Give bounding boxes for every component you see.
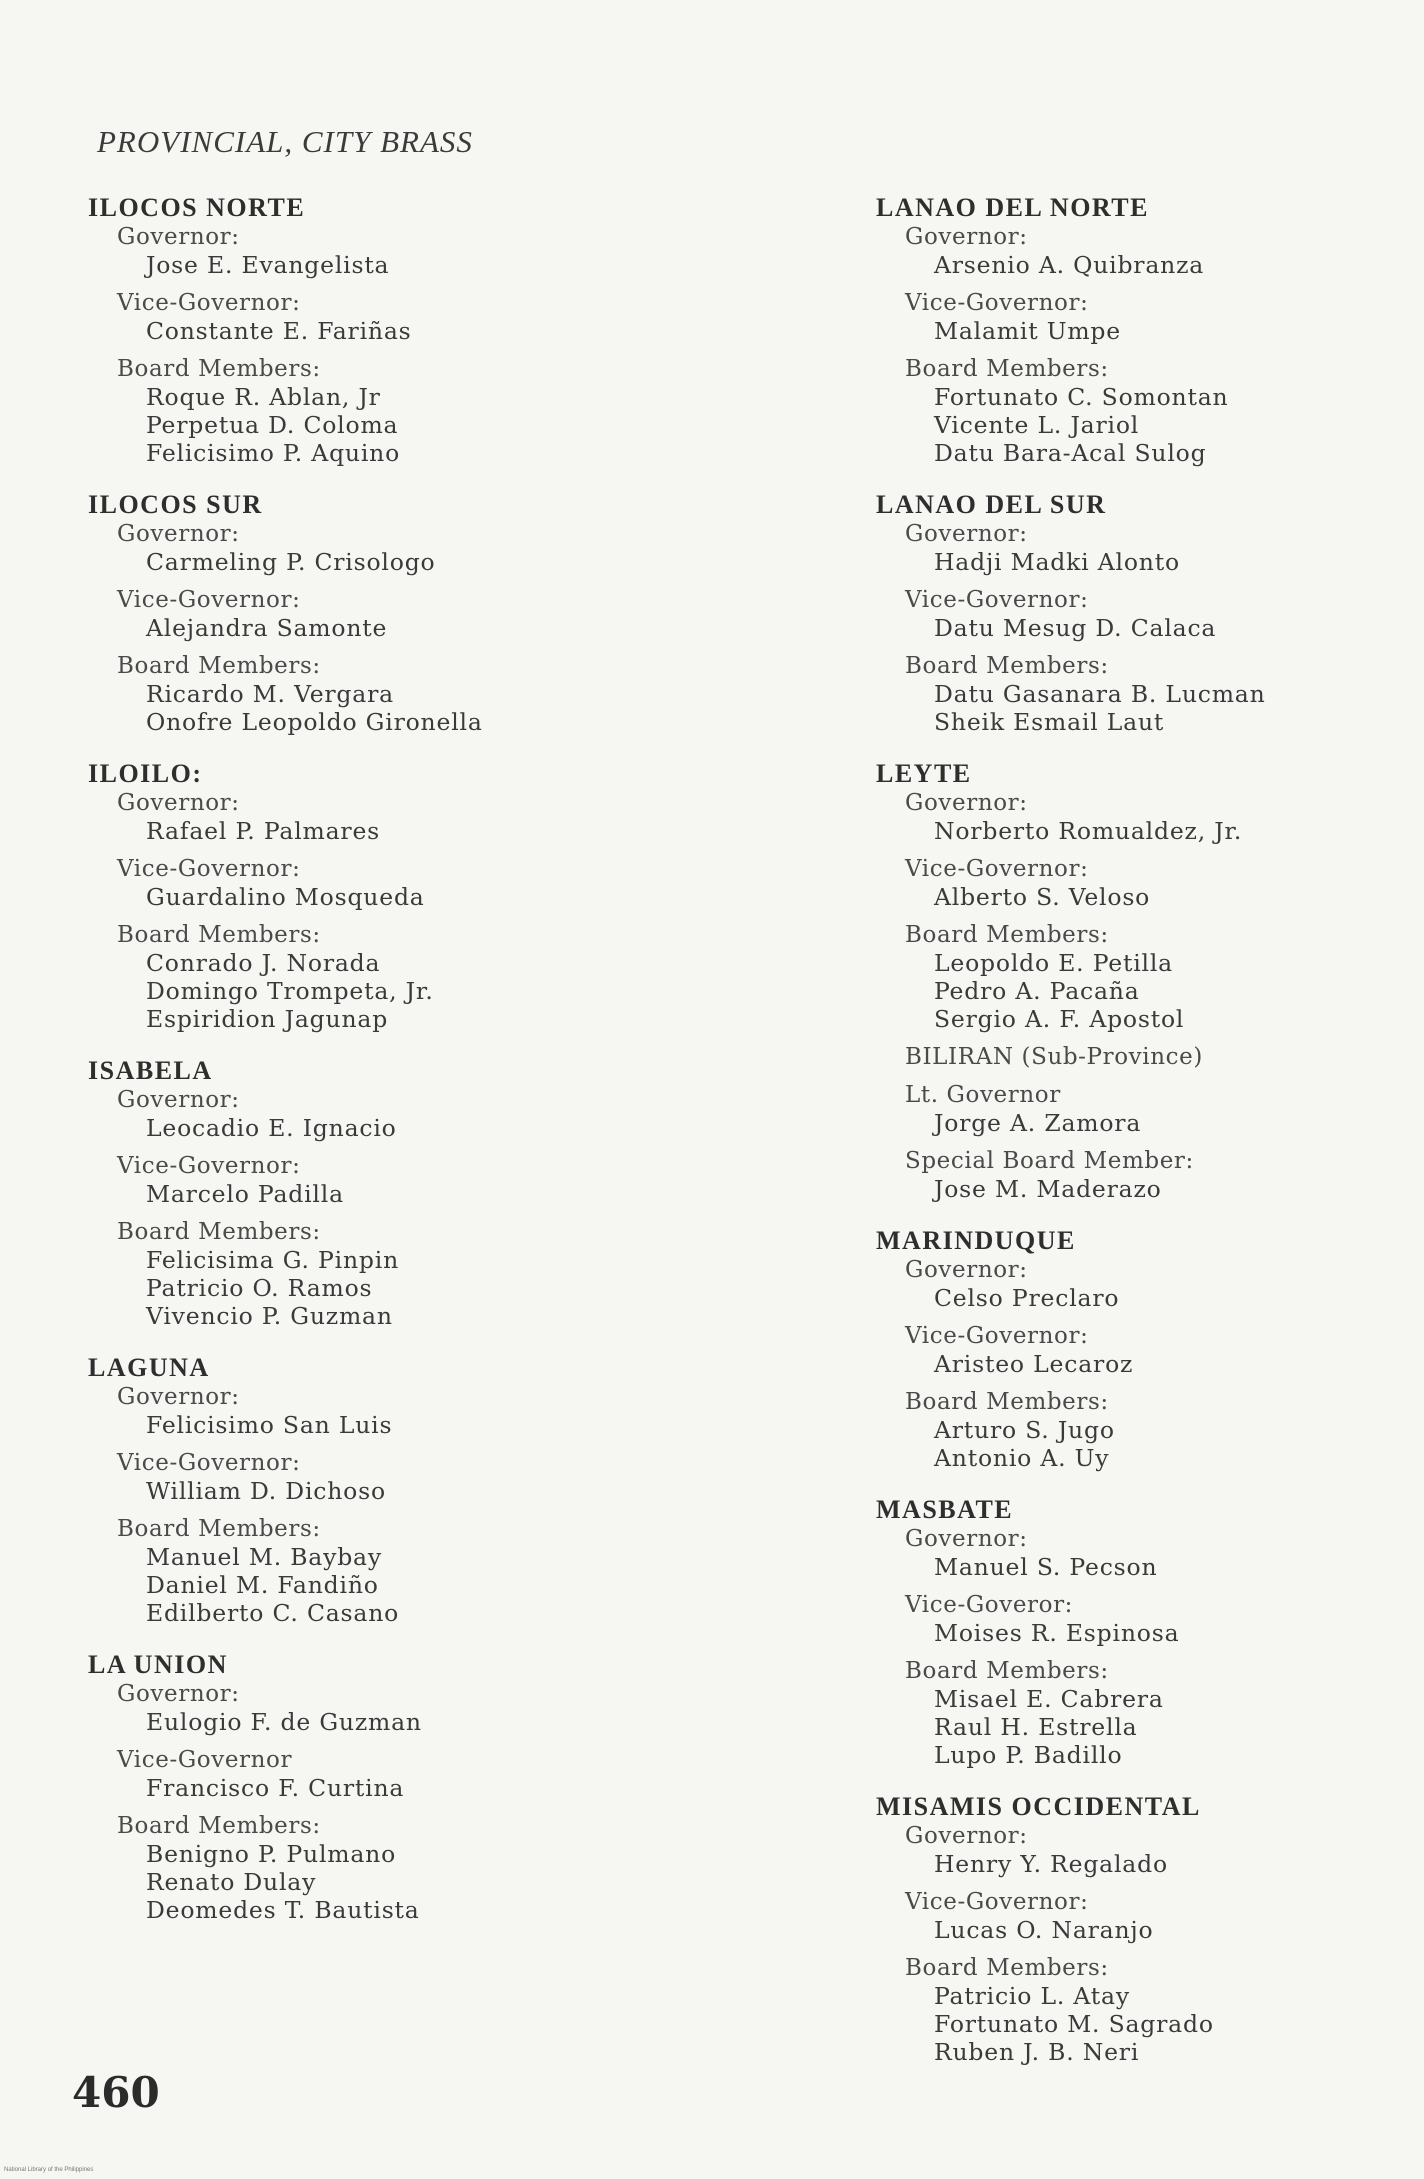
official-name: Malamit Umpe: [934, 317, 1121, 345]
office-block: [905, 289, 1424, 345]
office-label: Vice-Governor:: [117, 1450, 301, 1476]
official-name: Espiridion Jagunap: [146, 1005, 389, 1033]
office-block: [905, 1081, 1424, 1137]
office-block: [905, 1657, 1424, 1769]
office-label: Board Members:: [117, 356, 321, 382]
province-name: ILOCOS NORTE: [88, 193, 306, 222]
office-block: [905, 1525, 1424, 1581]
official-name: Aristeo Lecaroz: [934, 1350, 1134, 1378]
office-block: [905, 1888, 1424, 1944]
official-name: Jose M. Maderazo: [934, 1175, 1162, 1203]
official-name: Jose E. Evangelista: [146, 251, 390, 279]
official-name: Benigno P. Pulmano: [146, 1840, 397, 1868]
official-name: Rafael P. Palmares: [146, 817, 381, 845]
province-section: [88, 1055, 688, 1330]
left-column: [88, 192, 688, 1946]
office-label: Vice-Governor: [117, 1747, 293, 1773]
official-name: Pedro A. Pacaña: [934, 977, 1140, 1005]
office-label: Board Members:: [117, 922, 321, 948]
official-name: Francisco F. Curtina: [146, 1774, 405, 1802]
office-label: Special Board Member:: [905, 1148, 1194, 1174]
office-label: Vice-Governor:: [905, 587, 1089, 613]
official-name: Hadji Madki Alonto: [934, 548, 1180, 576]
official-name: Arsenio A. Quibranza: [934, 251, 1205, 279]
office-block: [117, 1746, 688, 1802]
office-block: [117, 520, 688, 576]
province-name: ILOCOS SUR: [88, 490, 263, 519]
official-name: Celso Preclaro: [934, 1284, 1120, 1312]
office-label: Governor:: [117, 224, 240, 250]
office-label: Governor:: [905, 1257, 1028, 1283]
office-block: [117, 921, 688, 1033]
province-name: LAGUNA: [88, 1353, 210, 1382]
official-name: Raul H. Estrella: [934, 1713, 1138, 1741]
office-block: [905, 520, 1424, 576]
office-label: Governor:: [117, 1384, 240, 1410]
province-section: [876, 489, 1424, 736]
office-label: Board Members:: [905, 1389, 1109, 1415]
office-label: Vice-Governor:: [117, 587, 301, 613]
office-label: Board Members:: [117, 1219, 321, 1245]
office-label: Vice-Governor:: [905, 1889, 1089, 1915]
official-name: Sergio A. F. Apostol: [934, 1005, 1185, 1033]
office-block: [905, 355, 1424, 467]
office-block: [905, 223, 1424, 279]
office-label: Board Members:: [905, 922, 1109, 948]
province-section: [88, 758, 688, 1033]
official-name: Felicisima G. Pinpin: [146, 1246, 400, 1274]
province-name: MARINDUQUE: [876, 1226, 1076, 1255]
official-name: Datu Bara-Acal Sulog: [934, 439, 1207, 467]
official-name: Carmeling P. Crisologo: [146, 548, 436, 576]
official-name: Alberto S. Veloso: [934, 883, 1151, 911]
official-name: Fortunato C. Somontan: [934, 383, 1229, 411]
office-label: Board Members:: [905, 1658, 1109, 1684]
official-name: Leocadio E. Ignacio: [146, 1114, 397, 1142]
office-label: Governor:: [117, 1087, 240, 1113]
office-label: Board Members:: [905, 653, 1109, 679]
office-block: [905, 1591, 1424, 1647]
official-name: Ricardo M. Vergara: [146, 680, 394, 708]
province-name: MISAMIS OCCIDENTAL: [876, 1792, 1201, 1821]
official-name: Manuel M. Baybay: [146, 1543, 382, 1571]
office-label: Governor:: [117, 1681, 240, 1707]
official-name: Edilberto C. Casano: [146, 1599, 400, 1627]
office-block: [117, 855, 688, 911]
official-name: Felicisimo San Luis: [146, 1411, 393, 1439]
office-block: [905, 1388, 1424, 1472]
office-block: [117, 355, 688, 467]
office-block: [117, 1152, 688, 1208]
official-name: William D. Dichoso: [146, 1477, 386, 1505]
office-block: [117, 1812, 688, 1924]
official-name: Deomedes T. Bautista: [146, 1896, 420, 1924]
province-section: [876, 1494, 1424, 1769]
office-label: Governor:: [905, 224, 1028, 250]
office-label: Board Members:: [905, 1955, 1109, 1981]
office-label: Vice-Governor:: [905, 856, 1089, 882]
official-name: Lucas O. Naranjo: [934, 1916, 1154, 1944]
office-label: Lt. Governor: [905, 1082, 1061, 1108]
office-label: Vice-Governor:: [905, 290, 1089, 316]
official-name: Datu Gasanara B. Lucman: [934, 680, 1266, 708]
official-name: Jorge A. Zamora: [934, 1109, 1142, 1137]
office-block: [905, 1322, 1424, 1378]
office-block: [905, 789, 1424, 845]
official-name: Marcelo Padilla: [146, 1180, 344, 1208]
province-name: LANAO DEL SUR: [876, 490, 1107, 519]
official-name: Roque R. Ablan, Jr: [146, 383, 381, 411]
office-label: Board Members:: [117, 1516, 321, 1542]
province-section: [88, 192, 688, 467]
official-name: Vicente L. Jariol: [934, 411, 1140, 439]
province-name: ISABELA: [88, 1056, 213, 1085]
office-label: Governor:: [117, 521, 240, 547]
official-name: Onofre Leopoldo Gironella: [146, 708, 483, 736]
office-block: [117, 1515, 688, 1627]
official-name: Alejandra Samonte: [146, 614, 388, 642]
office-label: Vice-Governor:: [117, 290, 301, 316]
province-section: [876, 1791, 1424, 2066]
province-section: [88, 489, 688, 736]
office-block: [117, 652, 688, 736]
office-block: [117, 1449, 688, 1505]
office-label: Board Members:: [117, 653, 321, 679]
office-label: Governor:: [905, 1526, 1028, 1552]
province-section: [876, 1225, 1424, 1472]
office-block: [905, 586, 1424, 642]
page-number: 460: [72, 2068, 160, 2117]
office-block: [905, 1256, 1424, 1312]
official-name: Fortunato M. Sagrado: [934, 2010, 1214, 2038]
office-label: Board Members:: [905, 356, 1109, 382]
office-block: [905, 1954, 1424, 2066]
official-name: Misael E. Cabrera: [934, 1685, 1164, 1713]
office-label: BILIRAN (Sub-Province): [905, 1044, 1203, 1070]
office-block: [117, 1086, 688, 1142]
province-name: MASBATE: [876, 1495, 1014, 1524]
official-name: Antonio A. Uy: [934, 1444, 1110, 1472]
office-label: Governor:: [905, 521, 1028, 547]
official-name: Constante E. Fariñas: [146, 317, 412, 345]
footer-credit: National Library of the Philippines: [4, 2167, 94, 2173]
office-label: Board Members:: [117, 1813, 321, 1839]
office-block: [905, 855, 1424, 911]
office-block: [117, 586, 688, 642]
province-name: LANAO DEL NORTE: [876, 193, 1149, 222]
office-label: Vice-Governor:: [117, 1153, 301, 1179]
right-column: [876, 192, 1424, 2088]
office-block: [117, 1680, 688, 1736]
office-block: [117, 223, 688, 279]
office-block: [905, 1822, 1424, 1878]
office-block: [905, 921, 1424, 1033]
province-section: [88, 1649, 688, 1924]
province-name: LA UNION: [88, 1650, 228, 1679]
official-name: Lupo P. Badillo: [934, 1741, 1123, 1769]
official-name: Leopoldo E. Petilla: [934, 949, 1173, 977]
official-name: Perpetua D. Coloma: [146, 411, 399, 439]
office-block: [117, 789, 688, 845]
official-name: Felicisimo P. Aquino: [146, 439, 401, 467]
office-block: [905, 1043, 1424, 1071]
office-block: [117, 1383, 688, 1439]
office-label: Vice-Goveror:: [905, 1592, 1074, 1618]
office-block: [905, 652, 1424, 736]
official-name: Domingo Trompeta, Jr.: [146, 977, 434, 1005]
official-name: Conrado J. Norada: [146, 949, 381, 977]
office-block: [117, 289, 688, 345]
office-label: Governor:: [905, 1823, 1028, 1849]
official-name: Ruben J. B. Neri: [934, 2038, 1140, 2066]
official-name: Vivencio P. Guzman: [146, 1302, 393, 1330]
official-name: Manuel S. Pecson: [934, 1553, 1158, 1581]
official-name: Patricio L. Atay: [934, 1982, 1130, 2010]
official-name: Norberto Romualdez, Jr.: [934, 817, 1243, 845]
office-block: [117, 1218, 688, 1330]
official-name: Arturo S. Jugo: [934, 1416, 1115, 1444]
official-name: Moises R. Espinosa: [934, 1619, 1180, 1647]
province-section: [88, 1352, 688, 1627]
province-section: [876, 758, 1424, 1203]
page-header: PROVINCIAL, CITY BRASS: [97, 124, 473, 159]
official-name: Daniel M. Fandiño: [146, 1571, 379, 1599]
official-name: Sheik Esmail Laut: [934, 708, 1165, 736]
official-name: Guardalino Mosqueda: [146, 883, 425, 911]
office-label: Governor:: [905, 790, 1028, 816]
province-section: [876, 192, 1424, 467]
office-label: Vice-Governor:: [905, 1323, 1089, 1349]
official-name: Henry Y. Regalado: [934, 1850, 1168, 1878]
province-name: ILOILO:: [88, 759, 203, 788]
official-name: Renato Dulay: [146, 1868, 317, 1896]
official-name: Datu Mesug D. Calaca: [934, 614, 1217, 642]
office-label: Vice-Governor:: [117, 856, 301, 882]
official-name: Eulogio F. de Guzman: [146, 1708, 422, 1736]
province-name: LEYTE: [876, 759, 972, 788]
office-block: [905, 1147, 1424, 1203]
official-name: Patricio O. Ramos: [146, 1274, 373, 1302]
office-label: Governor:: [117, 790, 240, 816]
